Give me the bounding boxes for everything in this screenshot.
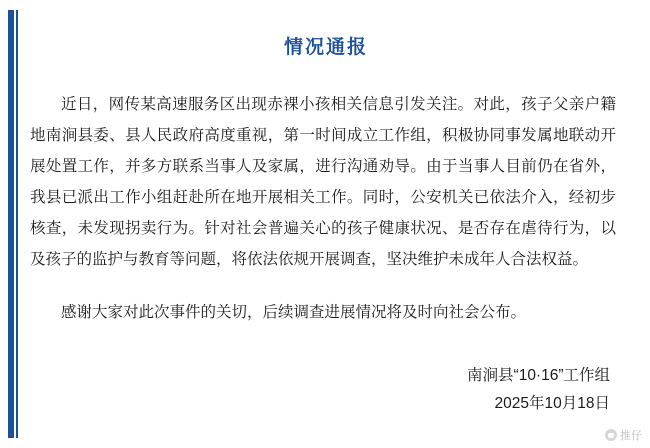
document-content — [30, 10, 640, 438]
signature-block — [30, 362, 640, 418]
left-accent-bar-thin — [16, 10, 18, 438]
left-accent-bar-thick — [8, 10, 14, 438]
notice-paragraph-2: 感谢大家对此次事件的关切，后续调查进展情况将及时向社会公布。 — [61, 304, 527, 321]
signature-organization: 南涧县“10·16”工作组 — [467, 367, 610, 384]
page-title: 情况通报 — [283, 37, 368, 58]
watermark — [605, 427, 642, 443]
watermark-label: 推仔 — [620, 430, 642, 442]
watermark-logo-icon — [605, 429, 617, 441]
notice-paragraph-1: 近日，网传某高速服务区出现赤裸小孩相关信息引发关注。对此，孩子父亲户籍地南涧县委、县人民政府高度重视，第一时间成立工作组，积极协同事发属地联动开展处置工作，并多方联系当事人及家属，进行沟通劝导。由于当事人目前仍在省外，我县已派出工作小组赶赴所在地开展相关工作。同时，公安机关已依法介入，经初步核查，未发现拐卖行为。针对社会普遍关心的孩子健康状况、是否存在虐待行为，以及孩子的监护与教育等问题，将依法依规开展调查，坚决维护未成年人合法权益。 — [30, 96, 616, 268]
signature-date: 2025年10月18日 — [494, 395, 610, 412]
